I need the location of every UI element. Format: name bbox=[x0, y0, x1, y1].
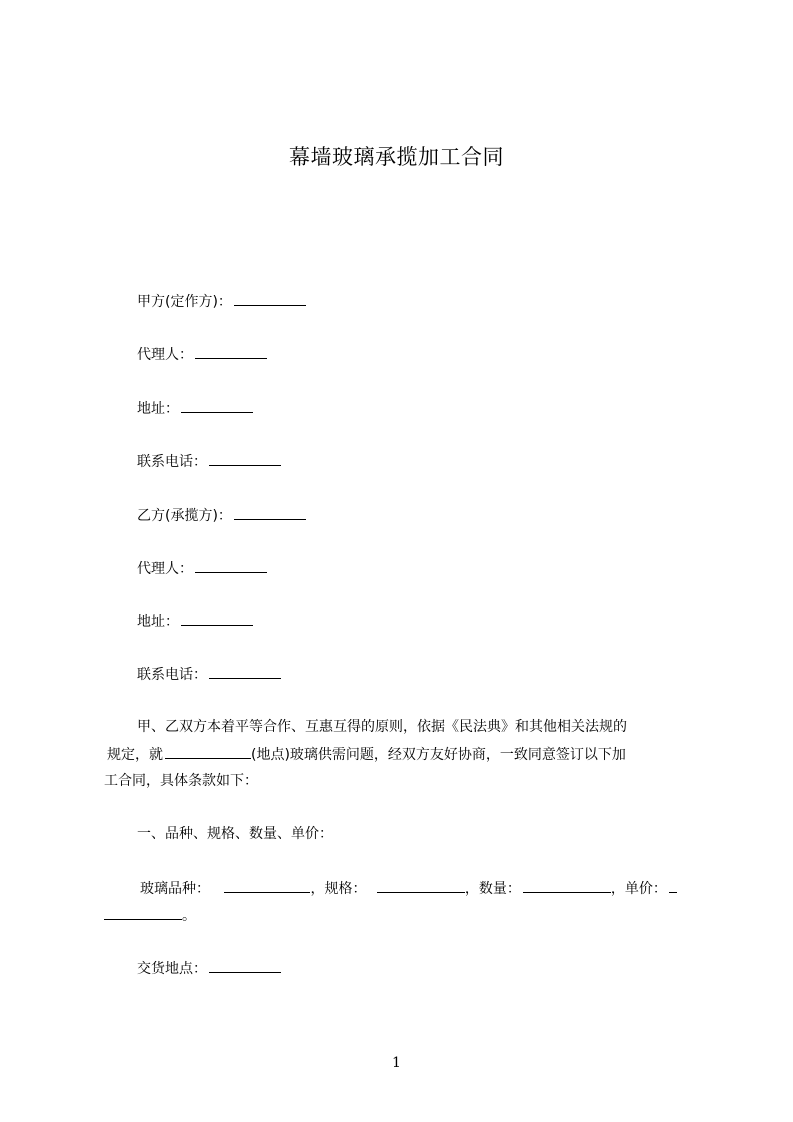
party-b-label: 乙方(承揽方)： bbox=[137, 508, 232, 524]
party-a-agent-blank bbox=[195, 344, 267, 359]
spec-blank bbox=[377, 878, 465, 893]
party-b-blank bbox=[234, 505, 306, 520]
party-b-address-label: 地址： bbox=[137, 614, 179, 630]
intro-line-2 bbox=[107, 744, 626, 765]
delivery-field bbox=[137, 958, 281, 979]
page-title: 幕墙玻璃承揽加工合同 bbox=[289, 145, 504, 169]
party-b-phone-label: 联系电话： bbox=[137, 667, 207, 683]
end-mark: 。 bbox=[182, 908, 196, 924]
section-1-specs bbox=[104, 878, 700, 928]
price-blank-start bbox=[669, 878, 677, 893]
party-b-phone-blank bbox=[209, 664, 281, 679]
party-a-address-blank bbox=[181, 398, 253, 413]
party-a-blank bbox=[234, 291, 306, 306]
party-b-agent-label: 代理人： bbox=[137, 561, 193, 577]
price-label: ，单价： bbox=[610, 881, 667, 897]
party-b-address-field bbox=[137, 611, 253, 632]
specs-line-1 bbox=[140, 878, 677, 899]
party-a-agent-field bbox=[137, 344, 267, 365]
price-blank-end bbox=[104, 905, 182, 920]
party-a-label: 甲方(定作方)： bbox=[137, 294, 232, 310]
specs-line-2 bbox=[104, 905, 196, 926]
party-a-phone-field bbox=[137, 451, 281, 472]
intro-paragraph bbox=[104, 717, 700, 797]
section-1-heading: 一、品种、规格、数量、单价： bbox=[137, 826, 333, 842]
party-a-phone-label: 联系电话： bbox=[137, 454, 207, 470]
party-b-agent-field bbox=[137, 558, 267, 579]
intro-line-2-part-2: (地点)玻璃供需问题，经双方友好协商，一致同意签订以下加 bbox=[251, 747, 626, 763]
intro-line-3: 工合同，具体条款如下： bbox=[104, 773, 258, 789]
party-b-agent-blank bbox=[195, 558, 267, 573]
delivery-blank bbox=[209, 958, 281, 973]
quantity-label: ，数量： bbox=[464, 881, 521, 897]
intro-line-2-part-1: 规定，就 bbox=[107, 747, 163, 763]
party-b-field bbox=[137, 505, 306, 526]
party-a-address-label: 地址： bbox=[137, 401, 179, 417]
party-a-address-field bbox=[137, 398, 253, 419]
party-b-phone-field bbox=[137, 664, 281, 685]
intro-line-1: 甲、乙双方本着平等合作、互惠互得的原则，依据《民法典》和其他相关法规的 bbox=[137, 719, 627, 735]
party-a-field bbox=[137, 291, 306, 312]
party-b-address-blank bbox=[181, 611, 253, 626]
party-a-phone-blank bbox=[209, 451, 281, 466]
location-blank bbox=[165, 744, 251, 759]
variety-blank bbox=[224, 878, 310, 893]
quantity-blank bbox=[523, 878, 611, 893]
party-a-agent-label: 代理人： bbox=[137, 347, 193, 363]
delivery-label: 交货地点： bbox=[137, 961, 207, 977]
variety-label: 玻璃品种： bbox=[140, 881, 210, 897]
spec-label: ，规格： bbox=[310, 881, 367, 897]
page-number: 1 bbox=[392, 1055, 401, 1071]
